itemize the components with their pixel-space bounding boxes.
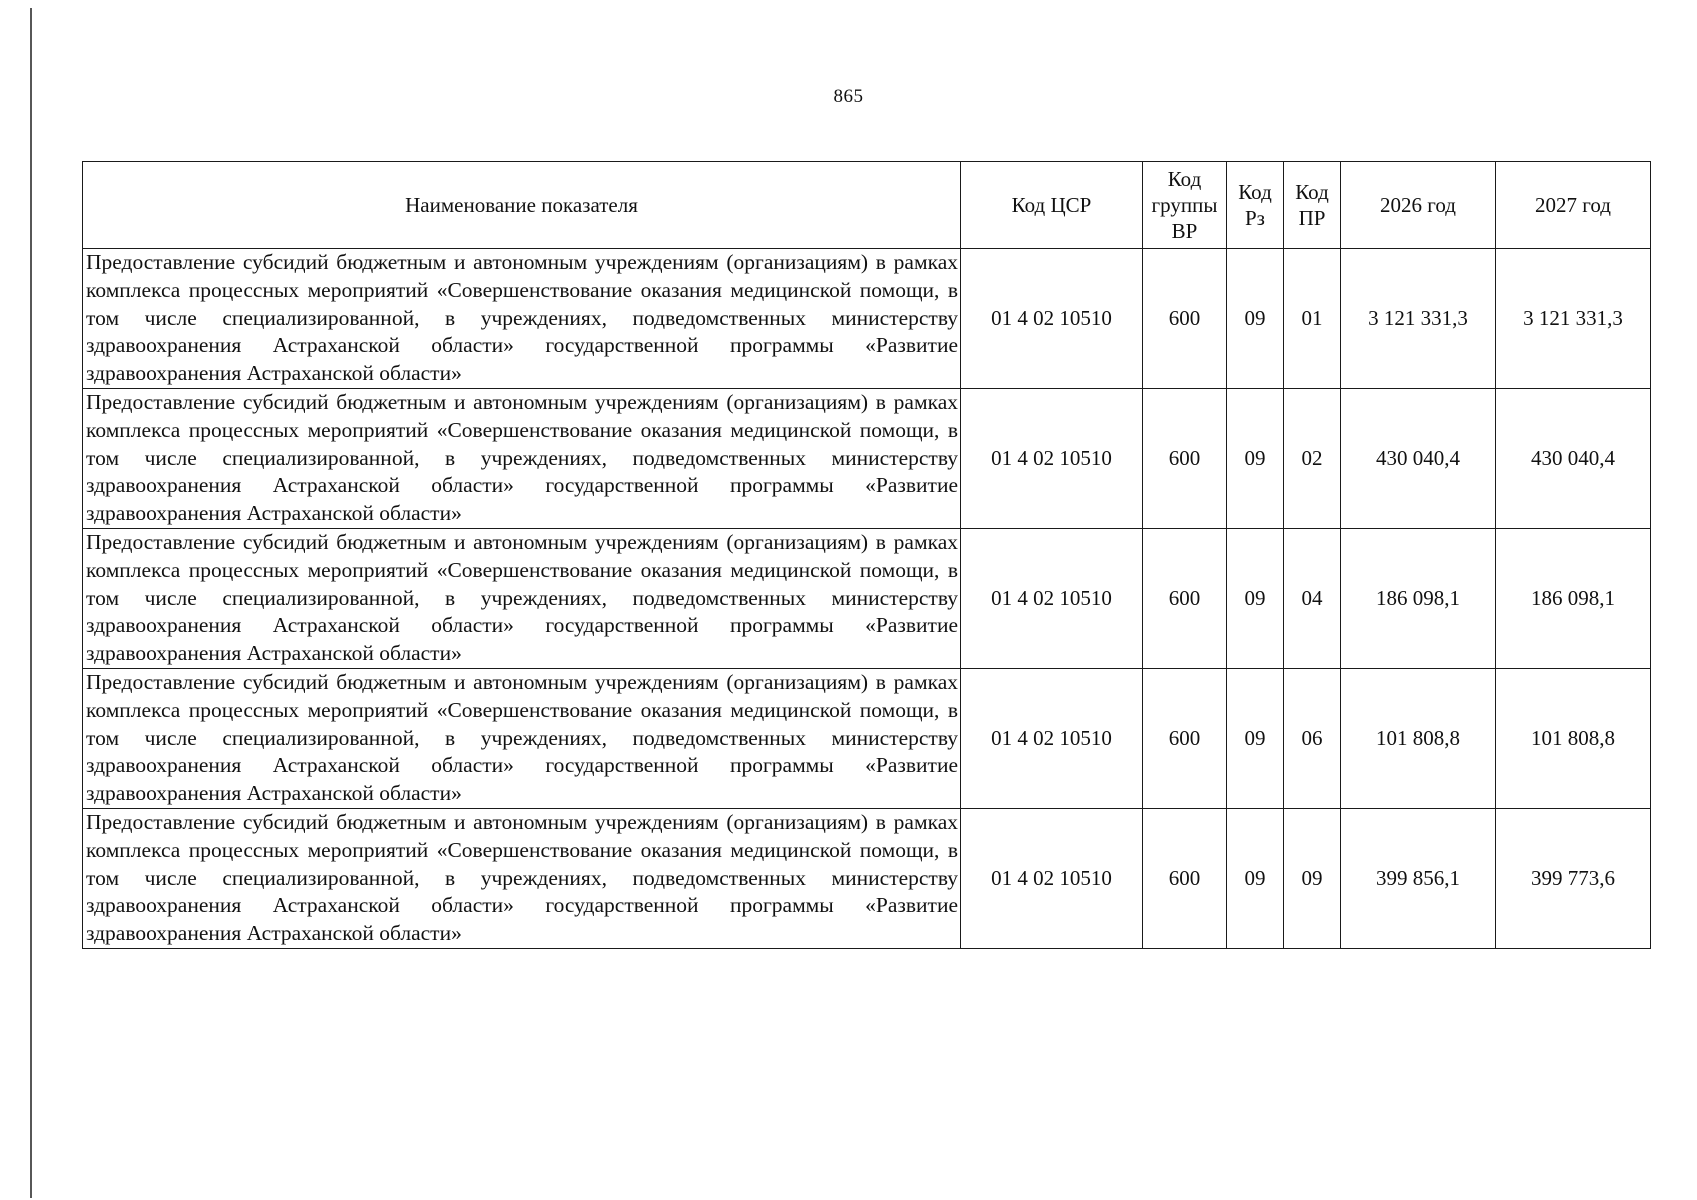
row-vr: 600 — [1143, 669, 1227, 809]
row-2027: 399 773,6 — [1496, 809, 1651, 949]
header-rz: Код Рз — [1227, 162, 1284, 249]
row-2026: 430 040,4 — [1341, 389, 1496, 529]
row-csr: 01 4 02 10510 — [961, 249, 1143, 389]
row-2027: 3 121 331,3 — [1496, 249, 1651, 389]
row-vr: 600 — [1143, 389, 1227, 529]
row-2027: 101 808,8 — [1496, 669, 1651, 809]
header-row — [83, 162, 1651, 249]
row-pr: 09 — [1284, 809, 1341, 949]
row-2026: 3 121 331,3 — [1341, 249, 1496, 389]
header-vr: Код группы ВР — [1143, 162, 1227, 249]
row-rz: 09 — [1227, 389, 1284, 529]
row-pr: 02 — [1284, 389, 1341, 529]
page-number: 865 — [833, 86, 864, 107]
row-pr: 06 — [1284, 669, 1341, 809]
scan-edge-line — [30, 8, 32, 1198]
row-rz: 09 — [1227, 809, 1284, 949]
row-pr: 01 — [1284, 249, 1341, 389]
table-row — [83, 529, 1651, 669]
table-row — [83, 809, 1651, 949]
table-body — [83, 249, 1651, 949]
header-csr: Код ЦСР — [961, 162, 1143, 249]
header-pr: Код ПР — [1284, 162, 1341, 249]
row-2026: 399 856,1 — [1341, 809, 1496, 949]
table-row — [83, 249, 1651, 389]
row-csr: 01 4 02 10510 — [961, 389, 1143, 529]
row-name: Предоставление субсидий бюджетным и автономным учреждениям (организациям) в рамках комплекса процессных мероприятий «Совершенствование оказания медицинской помощи, в том числе специализированной, в учреждениях, подведомственных министерству здравоохранения Астраханской области» государственной программы «Развитие здравоохранения Астраханской области» — [83, 529, 961, 669]
row-pr: 04 — [1284, 529, 1341, 669]
header-2027: 2027 год — [1496, 162, 1651, 249]
row-vr: 600 — [1143, 529, 1227, 669]
row-rz: 09 — [1227, 669, 1284, 809]
table-row — [83, 669, 1651, 809]
row-name: Предоставление субсидий бюджетным и автономным учреждениям (организациям) в рамках комплекса процессных мероприятий «Совершенствование оказания медицинской помощи, в том числе специализированной, в учреждениях, подведомственных министерству здравоохранения Астраханской области» государственной программы «Развитие здравоохранения Астраханской области» — [83, 249, 961, 389]
header-2026: 2026 год — [1341, 162, 1496, 249]
row-csr: 01 4 02 10510 — [961, 669, 1143, 809]
row-2026: 101 808,8 — [1341, 669, 1496, 809]
row-vr: 600 — [1143, 249, 1227, 389]
row-name: Предоставление субсидий бюджетным и автономным учреждениям (организациям) в рамках комплекса процессных мероприятий «Совершенствование оказания медицинской помощи, в том числе специализированной, в учреждениях, подведомственных министерству здравоохранения Астраханской области» государственной программы «Развитие здравоохранения Астраханской области» — [83, 809, 961, 949]
row-csr: 01 4 02 10510 — [961, 529, 1143, 669]
header-name: Наименование показателя — [83, 162, 961, 249]
row-rz: 09 — [1227, 249, 1284, 389]
table-header — [83, 162, 1651, 249]
row-vr: 600 — [1143, 809, 1227, 949]
row-2027: 430 040,4 — [1496, 389, 1651, 529]
table-row — [83, 389, 1651, 529]
row-2026: 186 098,1 — [1341, 529, 1496, 669]
row-rz: 09 — [1227, 529, 1284, 669]
row-name: Предоставление субсидий бюджетным и автономным учреждениям (организациям) в рамках комплекса процессных мероприятий «Совершенствование оказания медицинской помощи, в том числе специализированной, в учреждениях, подведомственных министерству здравоохранения Астраханской области» государственной программы «Развитие здравоохранения Астраханской области» — [83, 389, 961, 529]
budget-table — [82, 161, 1651, 949]
row-name: Предоставление субсидий бюджетным и автономным учреждениям (организациям) в рамках комплекса процессных мероприятий «Совершенствование оказания медицинской помощи, в том числе специализированной, в учреждениях, подведомственных министерству здравоохранения Астраханской области» государственной программы «Развитие здравоохранения Астраханской области» — [83, 669, 961, 809]
row-csr: 01 4 02 10510 — [961, 809, 1143, 949]
row-2027: 186 098,1 — [1496, 529, 1651, 669]
